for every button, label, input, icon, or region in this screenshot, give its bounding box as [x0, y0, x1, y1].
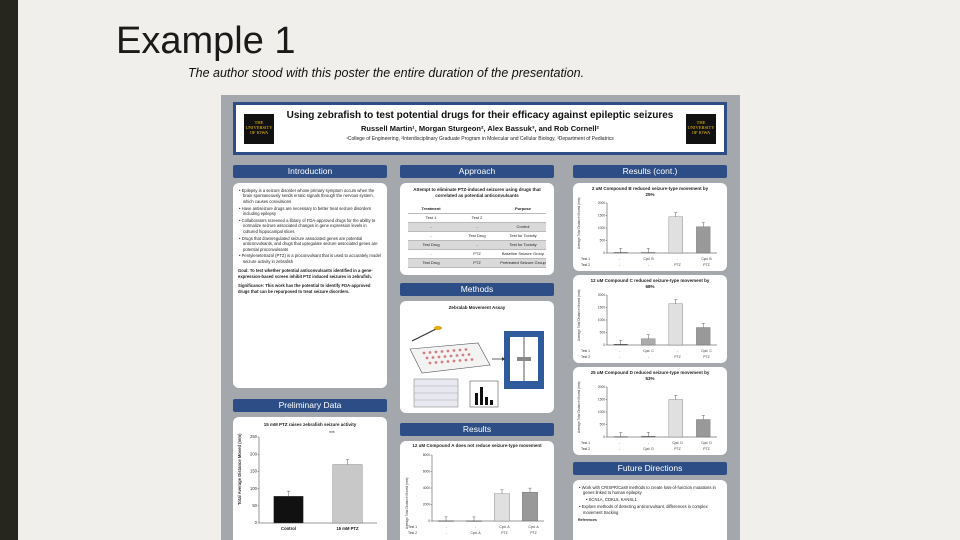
- well-plate-side-icon: [414, 379, 458, 407]
- section-approach: Approach: [400, 165, 554, 178]
- fig3-row-1: Test 1 - - Cpd. D Cpd. D: [581, 441, 712, 445]
- bar: [614, 437, 628, 438]
- y-tick-label: 8000: [422, 453, 430, 458]
- section-results: Results: [400, 423, 554, 436]
- y-tick-label: 500: [599, 330, 605, 335]
- arrow-icon: [492, 357, 505, 361]
- introduction-panel: [233, 183, 387, 388]
- y-tick-label: 1500: [597, 397, 605, 402]
- poster-image: [221, 95, 740, 540]
- y-tick-label: 0: [603, 435, 605, 440]
- pipette-icon: [412, 326, 442, 341]
- fig3-title: 25 uM Compound D reduced seizure-type movement by 53%: [590, 370, 710, 381]
- y-tick-label: 1000: [597, 226, 605, 231]
- results-row-1: Test 1 - - Cpd. A Cpd. A: [408, 525, 539, 529]
- monitor-icon: [470, 381, 498, 407]
- section-results-cont: Results (cont.): [573, 165, 727, 178]
- bar: [274, 496, 304, 523]
- bar: [641, 436, 655, 437]
- y-tick-label: 200: [250, 451, 257, 457]
- y-tick-label: 0: [603, 343, 605, 348]
- section-future-directions: Future Directions: [573, 462, 727, 475]
- y-tick-label: 250: [250, 434, 257, 440]
- fig1-title: 2 uM Compound B reduced seizure-type movement by 25%: [591, 186, 709, 197]
- intro-significance: Significance: This work has the potential to identify FDA-approved drugs that can be repurposed to treat seizure disorders.: [238, 283, 371, 294]
- y-tick-label: 50: [252, 503, 257, 508]
- bar: [641, 339, 655, 345]
- university-logo-left: THE UNIVERSITY OF IOWA: [244, 114, 274, 144]
- methods-panel: [400, 301, 554, 413]
- poster-authors: Russell Martin¹, Morgan Sturgeon², Alex Bassuk³, and Rob Cornell²: [360, 124, 600, 133]
- table-subheader: Test 1 Test 2: [408, 214, 546, 223]
- poster-title: Using zebrafish to test potential drugs for their efficacy against epileptic seizures: [286, 110, 674, 121]
- bar: [669, 400, 683, 438]
- future-bullet: • Explore methods of detecting anticonvulsant, differences in complex movement tracking: [579, 504, 708, 515]
- y-tick-label: 1500: [597, 305, 605, 310]
- slide-left-bar: [0, 0, 18, 540]
- y-tick-label: 0: [254, 520, 257, 526]
- bar: [641, 253, 655, 254]
- fig1-row-1: Test 1 - Cpd. B - Cpd. B: [581, 257, 712, 261]
- y-tick-label: 2000: [597, 201, 605, 206]
- approach-panel: [400, 183, 554, 275]
- future-panel: [573, 480, 727, 540]
- future-text: [573, 480, 727, 523]
- prelim-y-label: Total Average Distance Moved (mm): [237, 433, 242, 505]
- results-chart-title: 12 uM Compound A does not reduce seizure-type movement: [412, 443, 542, 448]
- y-tick-label: 4000: [422, 486, 430, 491]
- section-preliminary-data: Preliminary Data: [233, 399, 387, 412]
- y-tick-label: 0: [428, 519, 430, 524]
- fig2-row-2: Test 2 - - PTZ PTZ: [581, 355, 710, 359]
- approach-heading: Attempt to eliminate PTZ-induced seizures using drugs that correlated as potential anticonvulsants: [413, 187, 541, 198]
- results-cont-fig-1: [573, 183, 727, 271]
- bar: [522, 492, 537, 521]
- y-tick-label: 500: [599, 238, 605, 243]
- y-tick-label: 100: [250, 485, 257, 491]
- table-row: Test Drug - Test for Toxicity: [408, 241, 546, 250]
- prelim-chart-title: 15 mM PTZ raises zebrafish seizure activity: [263, 422, 357, 427]
- y-tick-label: 2000: [597, 385, 605, 390]
- fig3-row-2: Test 2 - Cpd. D PTZ PTZ: [581, 447, 710, 451]
- results-panel: [400, 441, 554, 540]
- future-bullet: • Work with CRISPR/Cas9 methods to create loss-of-function mutations in genes linked to human epilepsy: [579, 485, 716, 496]
- bar: [494, 494, 509, 521]
- bar: [333, 465, 363, 523]
- y-tick-label: 150: [250, 468, 257, 474]
- fig3-y-label: Average Total Distance Moved (mm): [577, 381, 581, 433]
- results-y-label: Average Total Distance Moved (mm): [405, 477, 409, 529]
- y-tick-label: 1000: [597, 410, 605, 415]
- x-tick-label: 15 mM PTZ: [336, 526, 359, 531]
- bar: [696, 227, 710, 253]
- fig2-row-1: Test 1 - Cpd. C - Cpd. C: [581, 349, 712, 353]
- y-tick-label: 6000: [422, 469, 430, 474]
- methods-assay-label: Zebralab Movement Assay: [448, 305, 506, 310]
- preliminary-panel: [233, 417, 387, 540]
- x-tick-label: Control: [281, 526, 296, 531]
- table-row: - Test Drug Test for Toxicity: [408, 232, 546, 241]
- results-row-2: Test 2 - Cpd. A PTZ PTZ: [408, 531, 537, 535]
- bar: [696, 420, 710, 438]
- well-plate-icon: [410, 343, 490, 373]
- table-row: - - Control: [408, 223, 546, 232]
- y-tick-label: 1500: [597, 213, 605, 218]
- intro-bullet: • Epilepsy is a seizure disorder whose primary symptom occurs when the brain spontaneously sends erratic signals through the nervous system, which causes convulsions: [239, 188, 375, 204]
- prelim-significance: ***: [329, 431, 335, 437]
- bar: [696, 328, 710, 346]
- y-tick-label: 1000: [597, 318, 605, 323]
- fig1-y-label: Average Total Distance Moved (mm): [577, 197, 581, 249]
- bar: [614, 344, 628, 345]
- poster-header: [233, 102, 727, 155]
- references-label: References: [578, 518, 597, 523]
- table-row: - PTZ Baseline Seizure Group: [408, 250, 546, 259]
- slide-title: Example 1: [116, 20, 296, 62]
- poster-header-inner: [236, 105, 724, 152]
- intro-bullet: • Drugs that downregulated seizure associated genes are potential anticonvulsants, and drugs that upregulate seizure associated genes are potential proconvulsants: [239, 235, 378, 252]
- intro-text: [233, 183, 387, 294]
- intro-bullet: • Collaborators screened a library of FDA-approved drugs for the ability to normalize seizure associated changes in gene expression levels in cultured hippocampal slices: [239, 218, 376, 234]
- bar: [614, 253, 628, 254]
- bar: [438, 521, 453, 522]
- slide-subtitle: The author stood with this poster the entire duration of the presentation.: [188, 66, 585, 80]
- bar: [466, 521, 481, 522]
- y-tick-label: 2000: [597, 293, 605, 298]
- prelim-bar-chart: [233, 417, 387, 540]
- poster-affiliations: ¹College of Engineering, ²Interdisciplinary Graduate Program in Molecular and Cellular Biology, ³Department of Pediatrics: [346, 136, 614, 142]
- methods-illustration: [400, 301, 554, 413]
- y-tick-label: 0: [603, 251, 605, 256]
- fig2-title: 12 uM Compound C reduced seizure-type movement by 68%: [590, 278, 710, 289]
- intro-bullet: • Pentylenetetrazol (PTZ) is a proconvulsant that is used to accurately model seizure activity in zebrafish: [239, 253, 381, 264]
- section-methods: Methods: [400, 283, 554, 296]
- results-cont-fig-3: [573, 367, 727, 455]
- university-logo-right: THE UNIVERSITY OF IOWA: [686, 114, 716, 144]
- results-cont-fig-2: [573, 275, 727, 363]
- future-sub-bullet: • SCN1A, CDKL5, KANSL1: [586, 497, 637, 503]
- table-row: Test Drug PTZ Pretreated Seizure Group: [408, 259, 546, 268]
- y-tick-label: 500: [599, 422, 605, 427]
- fig1-row-2: Test 2 - - PTZ PTZ: [581, 263, 710, 267]
- bar: [669, 217, 683, 253]
- y-tick-label: 2000: [422, 502, 430, 507]
- fig2-y-label: Average Total Distance Moved (mm): [577, 289, 581, 341]
- bar: [669, 304, 683, 345]
- approach-table: [408, 205, 546, 268]
- tracking-device-icon: [504, 331, 544, 389]
- table-header: Treatment Purpose: [408, 205, 546, 214]
- section-introduction: Introduction: [233, 165, 387, 178]
- intro-goal: Goal: To test whether potential anticonvulsants identified in a gene-expression-based screen inhibit PTZ induced seizures in zebrafish.: [238, 268, 373, 279]
- intro-bullet: • Have antiseizure drugs are necessary to better treat seizure disorders including epilepsy: [239, 205, 372, 217]
